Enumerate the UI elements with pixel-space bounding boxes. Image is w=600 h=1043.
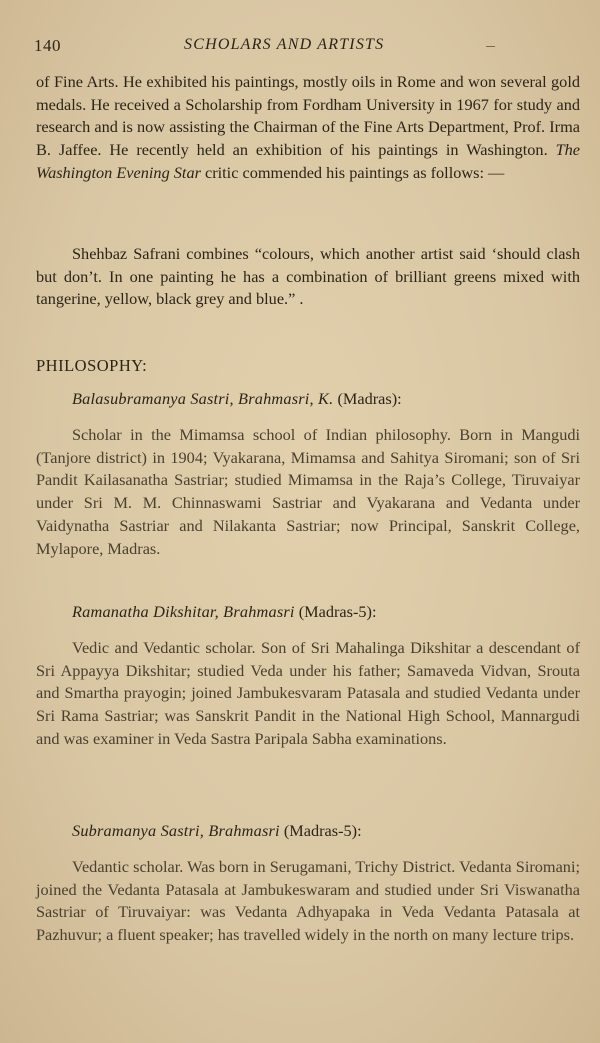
entry-heading-balasubramanya <box>72 389 402 409</box>
intro-text-before: of Fine Arts. He exhibited his paintings, mostly oils in Rome and won several gold medals. He received a Scholarship from Fordham University in 1967 for study and research and is now assisting the Chairman of the Fine Arts Department, Prof. Irma B. Jaffee. He recently held an exhibition of his paintings in Washington. <box>36 72 580 160</box>
entry-heading-ramanatha <box>72 602 376 622</box>
page-header <box>34 36 570 58</box>
entry-heading-subramanya <box>72 821 362 841</box>
entry-name: Ramanatha Dikshitar, Brahmasri <box>72 602 295 621</box>
section-heading-philosophy: PHILOSOPHY: <box>36 356 148 375</box>
entry-body-subramanya: Vedantic scholar. Was born in Serugamani, Trichy District. Vedanta Siromani; joined the Vedanta Patasala at Jambukeswaram and studied under Sri Viswanatha Sastriar of Tiruvaiyar: was Vedanta Adhyapaka in Veda Vedanta Patasala at Pazhuvur; a fluent speaker; has travelled widely in the north on many lecture trips. <box>36 857 580 945</box>
entry-location: (Madras-5): <box>283 821 362 840</box>
header-dash-mark <box>486 46 495 47</box>
intro-paragraph-continuation <box>36 71 580 185</box>
entry-body-balasubramanya: Scholar in the Mimamsa school of Indian philosophy. Born in Mangudi (Tanjore district) in 1904; Vyakarana, Mimamsa and Sahitya Siromani; son of Sri Pandit Kailasanatha Sastriar; studied Mimamsa in the Raja’s College, Tiruvaiyar under Sri M. M. Chinnaswami Sastriar and Vyakarana and Vedanta under Vaidynatha Sastriar and Nilakanta Sastriar; now Principal, Sanskrit College, Mylapore, Madras. <box>36 425 580 558</box>
publication-title: The Washington Evening Star <box>36 140 580 182</box>
page-number: 140 <box>34 36 61 55</box>
intro-text-after: critic commended his paintings as follows: — <box>200 162 505 182</box>
entry-location: (Madras): <box>337 389 402 408</box>
entry-name: Subramanya Sastri, Brahmasri <box>72 821 280 840</box>
critic-quote-paragraph: Shehbaz Safrani combines “colours, which another artist said ‘should clash but don’t. In one painting he has a combination of brilliant greens mixed with tangerine, yellow, black grey and blue.” . <box>36 244 580 309</box>
entry-body-ramanatha: Vedic and Vedantic scholar. Son of Sri Mahalinga Dikshitar a descendant of Sri Appayya Dikshitar; studied Veda under his father; Samaveda Vidvan, Srouta and Smartha prayogin; joined Jambukesvaram Patasala and studied Vedanta under Sri Rama Sastriar; was Sanskrit Pandit in the National High School, Mannargudi and was examiner in Veda Sastra Paripala Sabha examinations. <box>36 638 580 748</box>
running-title: SCHOLARS AND ARTISTS <box>184 36 385 53</box>
entry-name: Balasubramanya Sastri, Brahmasri, K. <box>72 389 334 408</box>
entry-location: (Madras-5): <box>298 602 377 621</box>
